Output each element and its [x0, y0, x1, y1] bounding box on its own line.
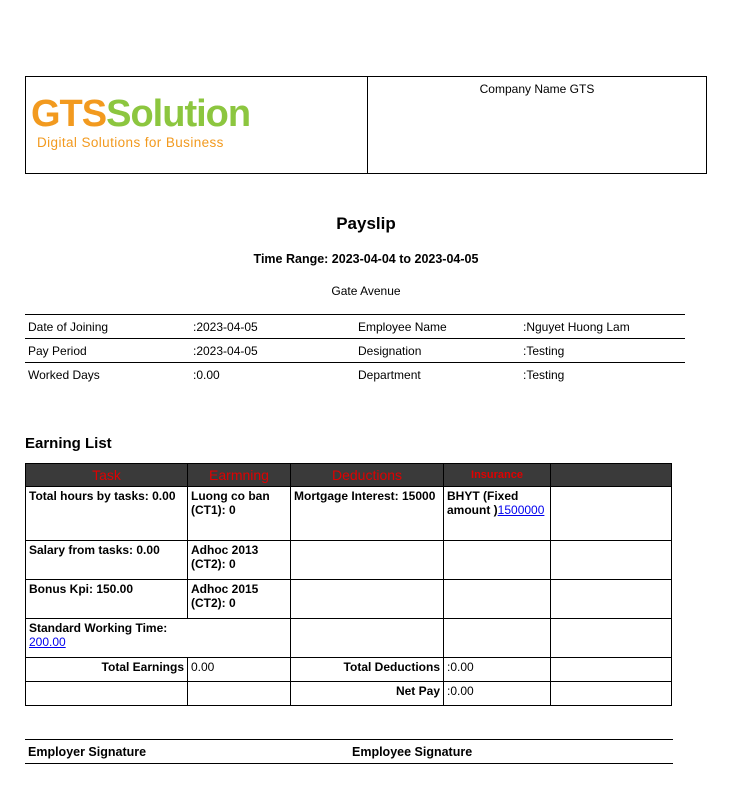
empty-cell — [291, 619, 444, 658]
info-label: Department — [358, 367, 421, 382]
net-pay-value: :0.00 — [444, 682, 551, 706]
info-value: :Testing — [523, 367, 565, 382]
earning-cell: Adhoc 2015 (CT2): 0 — [188, 580, 291, 619]
info-label: Worked Days — [28, 367, 100, 382]
info-value: :Testing — [520, 339, 685, 363]
empty-cell — [551, 487, 672, 541]
logo-tagline: Digital Solutions for Business — [37, 135, 224, 150]
location: Gate Avenue — [331, 284, 401, 298]
totals-row — [26, 658, 672, 682]
company-name: Company Name GTS — [479, 82, 595, 96]
net-pay-label: Net Pay — [291, 682, 444, 706]
insurance-value-link[interactable]: 1500000 — [497, 503, 545, 517]
insurance-cell: BHYT (Fixed amount )1500000 — [444, 487, 551, 541]
empty-cell — [188, 682, 291, 706]
earning-table — [25, 463, 672, 706]
total-earnings-label: Total Earnings — [26, 658, 188, 682]
info-row — [25, 315, 685, 339]
info-value: :0.00 — [193, 367, 220, 382]
empty-cell — [551, 682, 672, 706]
info-label: Employee Name — [355, 315, 520, 339]
header-earning: Earmning — [188, 464, 291, 487]
company-logo: GTSSolution — [31, 93, 251, 135]
time-range: Time Range: 2023-04-04 to 2023-04-05 — [253, 252, 479, 266]
info-label: Date of Joining — [25, 315, 190, 339]
info-value: :2023-04-05 — [190, 339, 355, 363]
empty-cell — [551, 619, 672, 658]
task-cell: Salary from tasks: 0.00 — [26, 541, 188, 580]
info-row — [25, 363, 685, 387]
earning-table-header — [26, 464, 672, 487]
earning-list-title: Earning List — [25, 435, 112, 452]
header-insurance: Insurance — [444, 464, 551, 487]
employer-signature: Employer Signature — [25, 740, 349, 764]
task-cell: Total hours by tasks: 0.00 — [26, 487, 188, 541]
empty-cell — [26, 682, 188, 706]
info-label: Designation — [355, 339, 520, 363]
info-row — [25, 339, 685, 363]
employee-info-table — [25, 314, 685, 386]
empty-cell — [444, 619, 551, 658]
logo-cell — [26, 77, 368, 173]
signature-row — [25, 740, 673, 764]
total-deductions-label: Total Deductions — [291, 658, 444, 682]
deduction-cell: Mortgage Interest: 15000 — [291, 487, 444, 541]
empty-cell — [551, 658, 672, 682]
employee-signature: Employee Signature — [349, 740, 673, 764]
info-label: Pay Period — [25, 339, 190, 363]
empty-cell — [444, 580, 551, 619]
header-empty — [551, 464, 672, 487]
task-cell: Standard Working Time: 200.00 — [26, 619, 291, 658]
signature-table — [25, 739, 673, 764]
net-pay-row — [26, 682, 672, 706]
page-title: Payslip — [336, 214, 396, 233]
header-box — [25, 76, 707, 174]
empty-cell — [551, 541, 672, 580]
total-deductions-value: :0.00 — [444, 658, 551, 682]
empty-cell — [444, 541, 551, 580]
header-task: Task — [26, 464, 188, 487]
empty-cell — [291, 541, 444, 580]
task-cell: Bonus Kpi: 150.00 — [26, 580, 188, 619]
info-value: :Nguyet Huong Lam — [520, 315, 685, 339]
table-row — [26, 580, 672, 619]
info-value: :2023-04-05 — [190, 315, 355, 339]
earning-cell: Adhoc 2013 (CT2): 0 — [188, 541, 291, 580]
earning-cell: Luong co ban (CT1): 0 — [188, 487, 291, 541]
table-row — [26, 487, 672, 541]
header-deductions: Deductions — [291, 464, 444, 487]
empty-cell — [291, 580, 444, 619]
empty-cell — [551, 580, 672, 619]
table-row — [26, 541, 672, 580]
table-row — [26, 619, 672, 658]
standard-working-time-link[interactable]: 200.00 — [29, 635, 66, 649]
total-earnings-value: 0.00 — [188, 658, 291, 682]
